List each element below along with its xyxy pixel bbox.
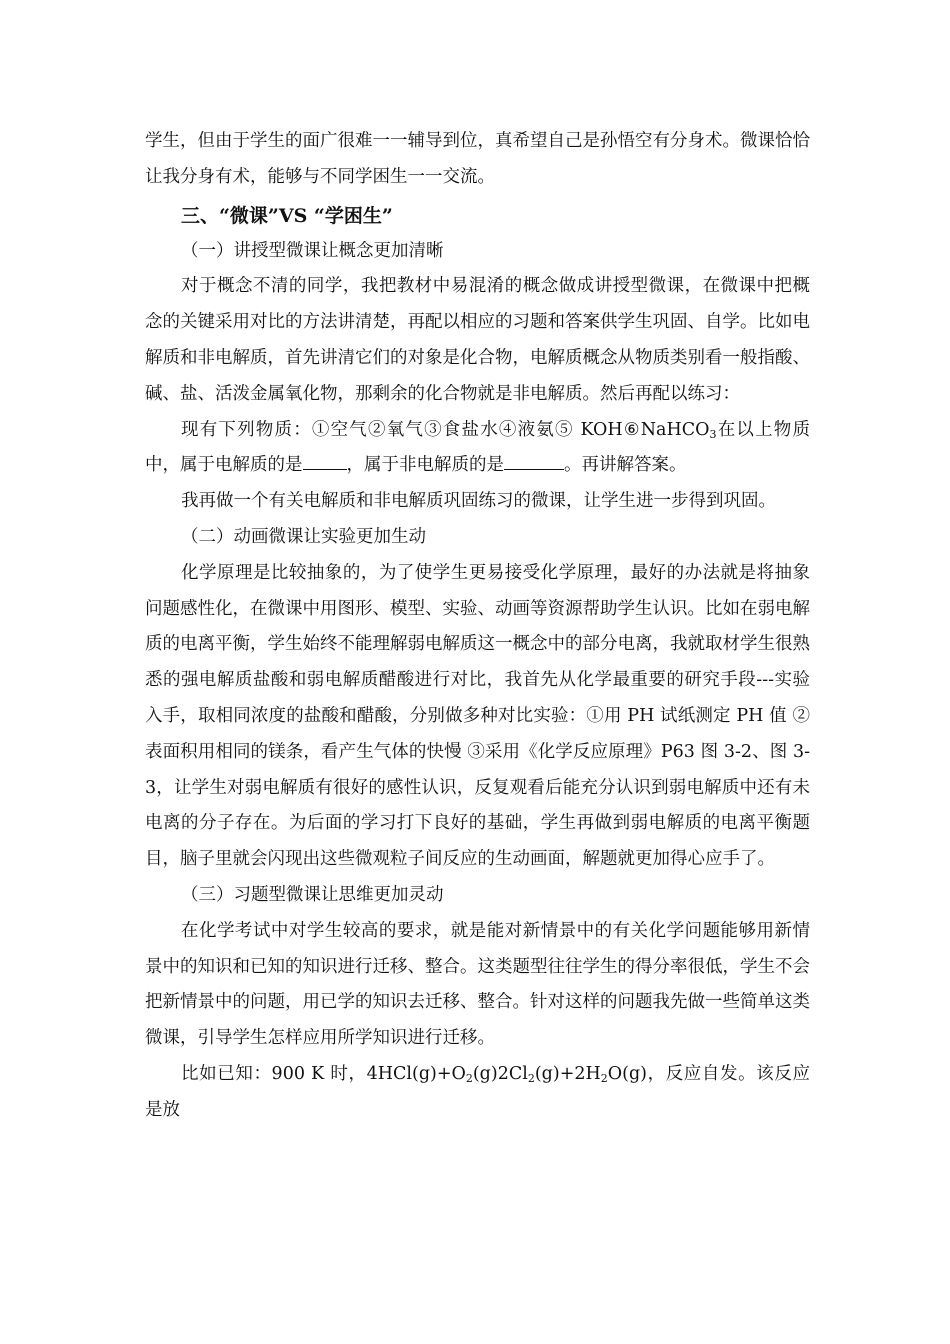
subscript-o2: 2 <box>465 1071 473 1085</box>
exercise-text-a: 现有下列物质：①空气②氧气③食盐水④液氨⑤ KOH⑥NaHCO <box>181 419 710 440</box>
paragraph-consolidation: 我再做一个有关电解质和非电解质巩固练习的微课，让学生进一步得到巩固。 <box>181 491 776 512</box>
paragraph-exercises: 在化学考试中对学生较高的要求，就是能对新情景中的有关化学问题能够用新情景中的知识和已知的知识进行迁移、整合。这类题型往往学生的得分率很低，学生不会把新情景中的问题，用已学的知识去迁移、整合。针对这样的问题我先做一些简单这类微课，引导学生怎样应用所学知识进行迁移。 <box>145 920 810 1049</box>
subscript-h2: 2 <box>600 1071 608 1085</box>
subheading-1: （一）讲授型微课让概念更加清晰 <box>181 240 444 261</box>
subheading-3: （三）习题型微课让思维更加灵动 <box>181 884 444 905</box>
example-text-c: (g)+2H <box>534 1063 601 1084</box>
answer-blank-nonelectrolyte <box>504 451 564 470</box>
paragraph-concepts: 对于概念不清的同学，我把教材中易混淆的概念做成讲授型微课，在微课中把概念的关键采用对比的方法讲清楚，再配以相应的习题和答案供学生巩固、自学。比如电解质和非电解质，首先讲清它们的对象是化合物，电解质概念从物质类别看一般指酸、碱、盐、活泼金属氧化物，那剩余的化合物就是非电解质。然后再配以练习： <box>145 276 810 404</box>
exercise-text-b: 在以上物质中，属于电解质的是 <box>145 419 810 476</box>
paragraph-continuation: 学生，但由于学生的面广很难一一辅导到位，真希望自己是孙悟空有分身术。微课恰恰让我分身有术，能够与不同学困生一一交流。 <box>145 131 810 187</box>
paragraph-animation: 化学原理是比较抽象的，为了使学生更易接受化学原理，最好的办法就是将抽象问题感性化，在微课中用图形、模型、实验、动画等资源帮助学生认识。比如在弱电解质的电离平衡，学生始终不能理解弱电解质这一概念中的部分电离，我就取材学生很熟悉的强电解质盐酸和弱电解质醋酸进行对比，我首先从化学最重要的研究手段---实验入手，取相同浓度的盐酸和醋酸，分别做多种对比实验：①用 PH 试纸测定 PH 值 ②表面积用相同的镁条，看产生气体的快慢 ③采用《化学反应原理》P63 图 3-2、图 3-3，让学生对弱电解质有很好的感性认识，反复观看后能充分认识到弱电解质中还有未电离的分子存在。为后面的学习打下良好的基础，学生再做到弱电解质的电离平衡题目，脑子里就会闪现出这些微观粒子间反应的生动画面，解题就更加得心应手了。 <box>145 562 810 870</box>
subscript-3: 3 <box>709 427 717 441</box>
subscript-cl2: 2 <box>527 1071 535 1085</box>
document-body <box>145 124 810 1129</box>
example-text-d: O(g)，反应自发。该反应是放 <box>145 1063 810 1120</box>
exercise-text-d: 。再讲解答案。 <box>564 455 687 476</box>
paragraph-exercise <box>145 413 810 485</box>
paragraph-example <box>145 1057 810 1129</box>
exercise-text-c: ，属于非电解质的是 <box>346 455 504 476</box>
answer-blank-electrolyte <box>303 451 347 470</box>
example-text-a: 比如已知：900 K 时，4HCl(g)+O <box>181 1063 466 1084</box>
example-text-b: (g)2Cl <box>472 1063 528 1084</box>
section-heading-3: 三、“微课”VS “学困生” <box>181 204 393 227</box>
subheading-2: （二）动画微课让实验更加生动 <box>181 526 426 547</box>
